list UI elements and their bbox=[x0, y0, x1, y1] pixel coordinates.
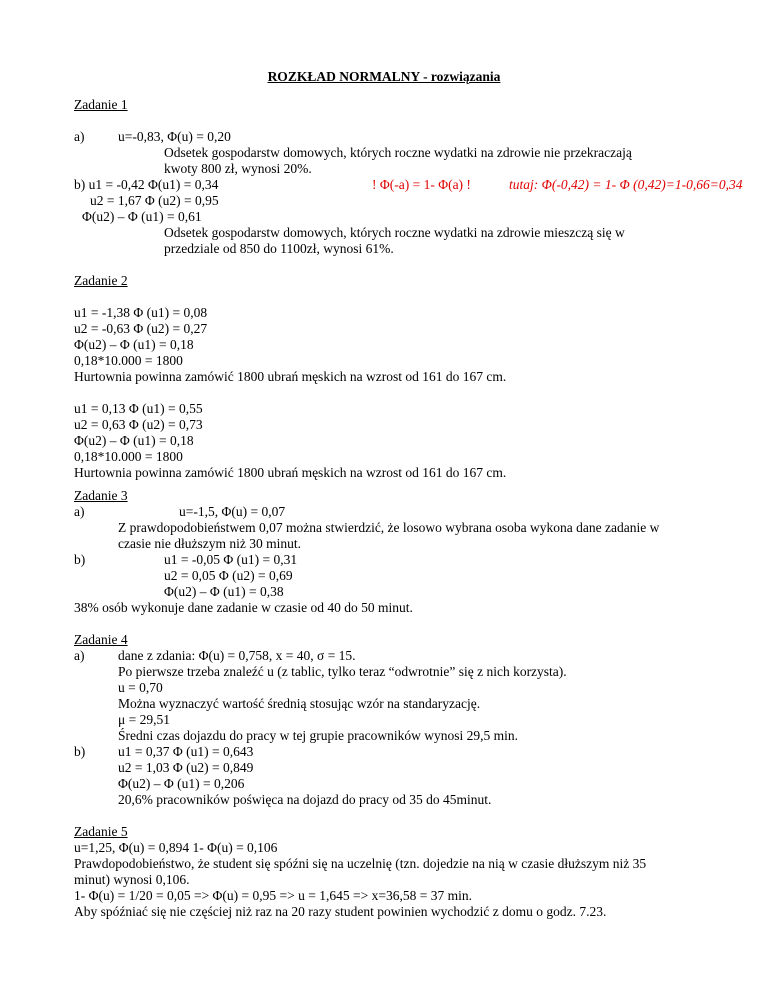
zadanie-1-a-line: u=-0,83, Φ(u) = 0,20 bbox=[118, 129, 231, 144]
zadanie-4-a-line: μ = 29,51 bbox=[118, 712, 170, 727]
zadanie-1-a-line: Odsetek gospodarstw domowych, których roczne wydatki na zdrowie nie przekraczają bbox=[164, 145, 632, 160]
zadanie-2-line: Hurtownia powinna zamówić 1800 ubrań męskich na wzrost od 161 do 167 cm. bbox=[74, 369, 507, 384]
zadanie-2-line: Φ(u2) – Φ (u1) = 0,18 bbox=[74, 337, 194, 352]
zadanie-4-a-line: Po pierwsze trzeba znaleźć u (z tablic, tylko teraz “odwrotnie” się z nich korzysta). bbox=[118, 664, 567, 679]
zadanie-1-b-note-italic: tutaj: Φ(-0,42) = 1- Φ (0,42)=1-0,66=0,34 bbox=[509, 177, 743, 192]
zadanie-1-b-note: ! Φ(-a) = 1- Φ(a) ! bbox=[372, 177, 471, 192]
zadanie-4-b-line: Φ(u2) – Φ (u1) = 0,206 bbox=[118, 776, 245, 791]
zadanie-4-a-line: Można wyznaczyć wartość średnią stosując wzór na standaryzację. bbox=[118, 696, 481, 711]
zadanie-1-b-line: Φ(u2) – Φ (u1) = 0,61 bbox=[82, 209, 202, 224]
zadanie-5-line: Prawdopodobieństwo, że student się spóźni się na uczelnię (tzn. dojedzie na nią w czasie dłuższym niż 35 bbox=[74, 856, 647, 871]
zadanie-3-a-line: czasie nie dłuższym niż 30 minut. bbox=[118, 536, 301, 551]
zadanie-2-line: Hurtownia powinna zamówić 1800 ubrań męskich na wzrost od 161 do 167 cm. bbox=[74, 465, 507, 480]
zadanie-4-b-line: u1 = 0,37 Φ (u1) = 0,643 bbox=[118, 744, 254, 759]
zadanie-1-b-line: u2 = 1,67 Φ (u2) = 0,95 bbox=[90, 193, 219, 208]
zadanie-3-a-label: a) bbox=[74, 504, 85, 519]
zadanie-1-heading: Zadanie 1 bbox=[74, 97, 128, 112]
zadanie-1-a-line: kwoty 800 zł, wynosi 20%. bbox=[164, 161, 312, 176]
zadanie-4-b-line: 20,6% pracowników poświęca na dojazd do pracy od 35 do 45minut. bbox=[118, 792, 492, 807]
zadanie-1-a-label: a) bbox=[74, 129, 85, 144]
zadanie-5-line: u=1,25, Φ(u) = 0,894 1- Φ(u) = 0,106 bbox=[74, 840, 278, 855]
zadanie-3-a-line: u=-1,5, Φ(u) = 0,07 bbox=[179, 504, 286, 519]
zadanie-2-line: u2 = -0,63 Φ (u2) = 0,27 bbox=[74, 321, 208, 336]
zadanie-2-line: 0,18*10.000 = 1800 bbox=[74, 353, 183, 368]
zadanie-3-b-label: b) bbox=[74, 552, 86, 567]
zadanie-3-a-line: Z prawdopodobieństwem 0,07 można stwierdzić, że losowo wybrana osoba wykona dane zadanie w bbox=[118, 520, 660, 535]
zadanie-1-b-line: przedziale od 850 do 1100zł, wynosi 61%. bbox=[164, 241, 394, 256]
zadanie-2-line: 0,18*10.000 = 1800 bbox=[74, 449, 183, 464]
zadanie-3-b-line: Φ(u2) – Φ (u1) = 0,38 bbox=[164, 584, 284, 599]
zadanie-1-b-line: b) u1 = -0,42 Φ(u1) = 0,34 bbox=[74, 177, 219, 192]
zadanie-5-heading: Zadanie 5 bbox=[74, 824, 128, 839]
zadanie-5-line: 1- Φ(u) = 1/20 = 0,05 => Φ(u) = 0,95 => u = 1,645 => x=36,58 = 37 min. bbox=[74, 888, 472, 903]
zadanie-4-b-line: u2 = 1,03 Φ (u2) = 0,849 bbox=[118, 760, 254, 775]
zadanie-2-line: Φ(u2) – Φ (u1) = 0,18 bbox=[74, 433, 194, 448]
zadanie-2-line: u1 = 0,13 Φ (u1) = 0,55 bbox=[74, 401, 203, 416]
zadanie-3-b-line: 38% osób wykonuje dane zadanie w czasie od 40 do 50 minut. bbox=[74, 600, 413, 615]
zadanie-5-line: Aby spóźniać się nie częściej niż raz na 20 razy student powinien wychodzić z domu o godz. 7.23. bbox=[74, 904, 607, 919]
zadanie-1-b-line: Odsetek gospodarstw domowych, których roczne wydatki na zdrowie mieszczą się w bbox=[164, 225, 625, 240]
zadanie-2-line: u1 = -1,38 Φ (u1) = 0,08 bbox=[74, 305, 208, 320]
zadanie-2-heading: Zadanie 2 bbox=[74, 273, 128, 288]
document-title: ROZKŁAD NORMALNY - rozwiązania bbox=[267, 69, 501, 84]
zadanie-4-a-line: dane z zdania: Φ(u) = 0,758, x = 40, σ = 15. bbox=[118, 648, 356, 663]
zadanie-3-b-line: u2 = 0,05 Φ (u2) = 0,69 bbox=[164, 568, 293, 583]
zadanie-3-b-line: u1 = -0,05 Φ (u1) = 0,31 bbox=[164, 552, 298, 567]
zadanie-2-line: u2 = 0,63 Φ (u2) = 0,73 bbox=[74, 417, 203, 432]
zadanie-5-line: minut) wynosi 0,106. bbox=[74, 872, 190, 887]
zadanie-4-b-label: b) bbox=[74, 744, 86, 759]
zadanie-4-a-line: u = 0,70 bbox=[118, 680, 163, 695]
zadanie-3-heading: Zadanie 3 bbox=[74, 488, 128, 503]
zadanie-4-a-label: a) bbox=[74, 648, 85, 663]
zadanie-4-heading: Zadanie 4 bbox=[74, 632, 128, 647]
zadanie-4-a-line: Średni czas dojazdu do pracy w tej grupie pracowników wynosi 29,5 min. bbox=[118, 728, 519, 743]
